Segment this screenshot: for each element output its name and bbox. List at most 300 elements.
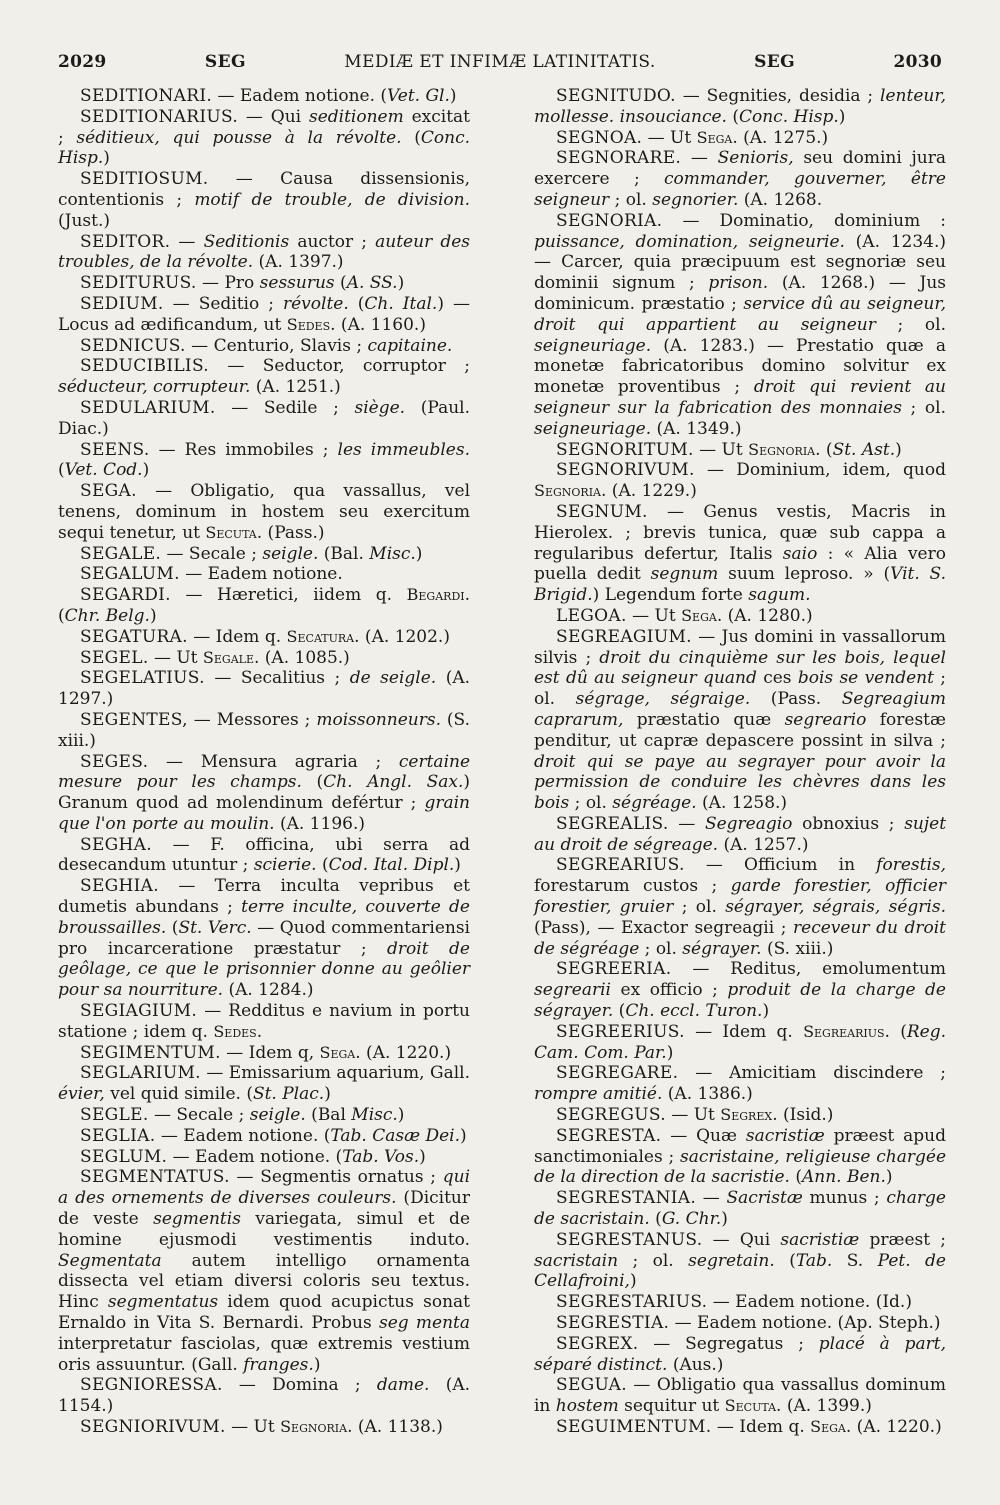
- entry-headword: SEGIMENTUM.: [80, 1042, 221, 1063]
- entry-italic-text: seigle.: [249, 1105, 306, 1126]
- entry-italic-text: évier,: [58, 1084, 105, 1105]
- dictionary-entry: [58, 1375, 470, 1417]
- entry-headword: SEGMENTATUS.: [80, 1167, 230, 1188]
- entry-headword: SEENS.: [80, 439, 150, 460]
- entry-text: : « Alia vero puella dedit: [534, 543, 946, 585]
- entry-italic-text: Seditionis: [203, 231, 290, 252]
- entry-italic-text: révolte.: [283, 293, 349, 314]
- entry-headword: SEGNIORESSA.: [80, 1375, 223, 1396]
- entry-text: — Dominium, idem, quod: [706, 460, 946, 481]
- page-number-right: 2030: [893, 52, 942, 72]
- dictionary-entry: [534, 1063, 946, 1105]
- entry-italic-text: service dû au seigneur, droit qui appartient au seigneur: [534, 293, 946, 335]
- entry-italic-text: Chr. Belg.: [64, 605, 150, 626]
- dictionary-entry: [58, 294, 470, 336]
- entry-text: .: [256, 1021, 263, 1042]
- entry-italic-text: sagum.: [748, 585, 811, 606]
- entry-text: ; ol.: [875, 314, 946, 335]
- entry-text: ; ol.: [673, 897, 726, 918]
- entry-text: — Hæretici, iidem q.: [185, 585, 407, 606]
- entry-text: — Ut: [153, 647, 203, 668]
- entry-text: vel quid simile. (: [104, 1084, 253, 1105]
- dictionary-entry: [58, 1001, 470, 1043]
- dictionary-entry: [534, 1022, 946, 1064]
- entry-italic-text: sessurus: [259, 273, 335, 294]
- entry-cross-reference: Segnoria: [534, 481, 601, 501]
- dictionary-entry: [534, 627, 946, 814]
- entry-italic-text: sacristaine, religieuse chargée de la direction de la sacristie.: [534, 1146, 946, 1188]
- entry-text: autem intelligo ornamenta dissecta vel etiam diversi coloris seu textus. Hinc: [58, 1250, 470, 1313]
- entry-text: (S. xiii.): [761, 938, 834, 959]
- entry-text: ): [149, 605, 157, 626]
- entry-text: ; ol.: [609, 189, 653, 210]
- entry-text: ; ol.: [569, 793, 613, 814]
- entry-italic-text: Vet. Cod.: [64, 460, 143, 481]
- entry-cross-reference: Secuta: [205, 522, 257, 542]
- page-header: [58, 52, 942, 72]
- entry-text: — Obligatio, qua vassallus, vel tenens, dominum in hostem seu exercitum sequi tenetur, ut: [58, 481, 471, 543]
- entry-text: (: [301, 772, 324, 793]
- entry-text: ): [460, 1125, 467, 1146]
- dictionary-entry: [534, 460, 946, 502]
- entry-text: (: [789, 1167, 802, 1188]
- entry-text: — Eadem notione. (: [172, 1146, 343, 1167]
- entry-text: ): [397, 273, 405, 294]
- dictionary-entry: [534, 211, 946, 440]
- entry-headword: SEDITOR.: [80, 231, 171, 252]
- entry-text: . (A. 1275.): [732, 127, 829, 148]
- entry-italic-text: capitaine.: [367, 335, 453, 356]
- entry-text: — Segmentis ornatus ;: [236, 1167, 443, 1188]
- entry-text: — Jus domini in vassallorum silvis ;: [534, 626, 947, 668]
- dictionary-entry: [58, 1167, 470, 1375]
- entry-italic-text: receveur du droit de ségréage: [534, 917, 946, 959]
- entry-headword: SEGNOA.: [556, 127, 643, 148]
- entry-italic-text: St. Verc.: [178, 917, 252, 938]
- entry-text: ): [419, 1146, 426, 1167]
- entry-italic-text: segmentatus: [107, 1292, 219, 1313]
- entry-headword: SEGUA.: [556, 1375, 627, 1396]
- entry-text: ): [666, 1042, 674, 1063]
- entry-italic-text: puissance, domination, seigneurie.: [534, 231, 845, 252]
- dictionary-entry: [534, 1188, 946, 1230]
- entry-text: — Idem q.: [193, 626, 287, 647]
- entry-text: (Paul. Diac.): [58, 397, 471, 439]
- dictionary-entry: [534, 1375, 946, 1417]
- entry-italic-text: bois se vendent: [797, 668, 934, 689]
- entry-text: (: [166, 917, 179, 938]
- entry-text: ): [454, 855, 461, 876]
- entry-italic-text: Senioris,: [717, 148, 794, 169]
- dictionary-entry: [58, 169, 470, 231]
- dictionary-entry: [534, 959, 946, 1021]
- entry-text: —: [702, 1188, 727, 1209]
- entry-cross-reference: Segale: [202, 647, 254, 667]
- entry-headword: SEGRESTANUS.: [556, 1229, 703, 1250]
- entry-text: — Genus vestis, Macris in Hierolex. ; brevis tunica, quæ sub cappa a regularibus defertur, Italis: [534, 501, 946, 564]
- entry-text: ): [397, 1105, 405, 1126]
- entry-text: . (A. 1280.): [716, 605, 813, 626]
- entry-text: ): [313, 1354, 321, 1375]
- entry-text: præest apud sanctimoniales ;: [534, 1125, 947, 1167]
- entry-italic-text: G. Chr.: [661, 1209, 722, 1230]
- entry-text: ) Legendum forte: [592, 585, 749, 606]
- dictionary-entry: [534, 148, 946, 210]
- entry-text: — Eadem notione. (: [217, 86, 388, 106]
- entry-headword: SEGALUM.: [80, 564, 180, 585]
- entry-text: . (A. 1160.): [330, 314, 426, 335]
- entry-headword: SEDNICUS.: [80, 335, 186, 356]
- entry-text: — Sedile ;: [231, 397, 355, 418]
- dictionary-entry: [58, 1147, 470, 1168]
- entry-text: (: [774, 1250, 796, 1271]
- entry-text: ; ol.: [901, 397, 946, 418]
- entry-headword: LEGOA.: [556, 605, 627, 626]
- entry-italic-text: segnorier.: [652, 189, 739, 210]
- entry-text: — Eadem notione. (Ap. Steph.): [674, 1313, 941, 1334]
- entry-headword: SEGATURA.: [80, 626, 188, 647]
- entry-headword: SEGNITUDO.: [556, 86, 676, 106]
- entry-text: — Seductor, corruptor ;: [227, 356, 471, 377]
- entry-text: . (A. 1399.): [776, 1396, 872, 1417]
- entry-italic-text: moissonneurs.: [316, 709, 441, 730]
- entry-text: (A. 1251.): [250, 377, 341, 398]
- entry-headword: SEDIUM.: [80, 293, 164, 314]
- entry-italic-text: droit du cinquième sur les bois, lequel est dû au seigneur quand: [534, 647, 946, 689]
- entry-text: (A. 1154.): [58, 1375, 471, 1417]
- entry-text: — Officium in: [705, 855, 877, 876]
- entry-italic-text: Ann. Ben.: [801, 1167, 886, 1188]
- entry-italic-text: Ch. Ital.: [364, 293, 438, 314]
- entry-cross-reference: Segrearius: [803, 1021, 885, 1041]
- entry-headword: SEGLUM.: [80, 1146, 168, 1167]
- entry-text: (: [334, 273, 347, 294]
- entry-text: (A. 1284.): [223, 980, 314, 1001]
- entry-text: (S. xiii.): [58, 709, 470, 751]
- entry-headword: SEGHIA.: [80, 876, 159, 897]
- entry-italic-text: ségrayer.: [682, 938, 762, 959]
- entry-italic-text: rompre amitié.: [534, 1084, 663, 1105]
- entry-cross-reference: Segrex: [720, 1105, 773, 1125]
- entry-italic-text: forestis,: [876, 855, 947, 876]
- dictionary-entry: [58, 835, 470, 877]
- entry-text: ): [762, 1001, 770, 1022]
- entry-italic-text: grain que l'on porte au moulin.: [58, 793, 470, 834]
- entry-text: . (A. 1229.): [601, 481, 697, 502]
- entry-italic-text: qui a des ornements de diverses couleurs.: [58, 1167, 471, 1209]
- dictionary-entry: [58, 752, 470, 835]
- entry-text: ces: [756, 668, 798, 689]
- entry-text: — Eadem notione.: [185, 564, 343, 585]
- entry-text: idem quod acupictus sonat Ernaldo in Vita S. Bernardi. Probus: [58, 1292, 470, 1334]
- entry-text: . (: [884, 1021, 907, 1042]
- entry-cross-reference: Begardi: [406, 585, 465, 605]
- entry-text: (Pass), — Exactor segreagii ;: [534, 917, 794, 938]
- entry-text: ): [142, 460, 150, 481]
- entry-italic-text: saio: [782, 543, 818, 564]
- entry-text: ) Granum quod ad molendinum defértur ;: [58, 772, 471, 814]
- entry-text: — Domina ;: [238, 1375, 377, 1396]
- entry-text: — Causa dissensionis, contentionis ;: [58, 169, 470, 210]
- entry-italic-text: de seigle.: [349, 668, 437, 689]
- entry-text: (Pass.: [750, 689, 842, 710]
- entry-headword: SEGARDI.: [80, 585, 171, 606]
- entry-cross-reference: Secuta: [724, 1396, 777, 1416]
- entry-text: (A. 1268.: [738, 189, 823, 210]
- entry-text: ): [449, 86, 457, 106]
- entry-text: — Seditio ;: [172, 293, 283, 314]
- entry-italic-text: Cod. Ital. Dipl.: [328, 855, 455, 876]
- dictionary-entry: [534, 606, 946, 627]
- entry-headword: SEGNORARE.: [556, 148, 682, 169]
- entry-headword: SEGLE.: [80, 1105, 149, 1126]
- entry-text: — Ut: [647, 127, 697, 148]
- dictionary-entry: [58, 544, 470, 565]
- entry-headword: SEGRESTIA.: [556, 1313, 670, 1334]
- entry-text: ; ol.: [639, 938, 683, 959]
- page-number-left: 2029: [58, 52, 107, 72]
- entry-italic-text: seigneuriage.: [534, 335, 652, 356]
- entry-text: — Ut: [699, 439, 749, 460]
- dictionary-entry: [58, 668, 470, 710]
- entry-text: (Dicitur de veste: [58, 1188, 470, 1230]
- entry-italic-text: droit qui se paye au segrayer pour avoir la permission de conduire les chèvres dans les bois: [534, 751, 946, 814]
- entry-text: — Reditus, emolumentum: [692, 959, 946, 980]
- entry-cross-reference: Segnoria: [748, 439, 816, 459]
- entry-headword: SEDITURUS.: [80, 273, 197, 294]
- entry-italic-text: franges.: [243, 1354, 314, 1375]
- entry-text: — Emissarium aquarium, Gall.: [206, 1063, 471, 1084]
- entry-text: — Res immobiles ;: [158, 439, 338, 460]
- entry-headword: SEGRESTA.: [556, 1125, 662, 1146]
- dictionary-entry: [58, 232, 470, 274]
- entry-italic-text: ségréage.: [612, 793, 697, 814]
- dictionary-entry: [534, 1126, 946, 1188]
- entry-text: (A. 1234.) — Carcer, quia præcipuum est segnoriæ seu dominii signum ;: [534, 231, 946, 294]
- dictionary-entry: [58, 398, 470, 440]
- dictionary-entry: [58, 1063, 470, 1105]
- entry-text: ): [885, 1167, 893, 1188]
- dictionary-entry: [58, 1105, 470, 1126]
- dictionary-entry: [58, 585, 470, 627]
- entry-headword: SEGREGARE.: [556, 1063, 679, 1084]
- entry-text: ): [103, 148, 110, 169]
- entry-text: — Secale ;: [166, 543, 263, 564]
- entry-headword: SEGEL.: [80, 647, 149, 668]
- entry-headword: SEGHA.: [80, 834, 152, 855]
- entry-italic-text: placé à part, séparé distinct.: [534, 1333, 946, 1375]
- entry-text: obnoxius ;: [792, 813, 905, 834]
- entry-italic-text: segrearii: [534, 980, 611, 1001]
- entry-headword: SEGREX.: [556, 1333, 639, 1354]
- entry-text: — Idem q,: [226, 1042, 320, 1063]
- entry-headword: SEGLARIUM.: [80, 1063, 201, 1084]
- entry-text: . (A. 1202.): [354, 626, 450, 647]
- entry-italic-text: hostem: [555, 1396, 619, 1417]
- entry-headword: SEGREARIUS.: [556, 855, 685, 876]
- entry-italic-text: droit qui revient au seigneur sur la fabrication des monnaies: [534, 377, 946, 418]
- dictionary-entry: [534, 1230, 946, 1292]
- entry-text: sequitur ut: [618, 1396, 725, 1417]
- entry-text: (: [316, 855, 329, 876]
- entry-text: — Qui: [245, 106, 309, 127]
- dictionary-entry: [58, 336, 470, 357]
- dictionary-entry: [58, 107, 470, 169]
- entry-cross-reference: Sega: [681, 605, 717, 625]
- entry-headword: SEGES.: [80, 751, 149, 772]
- entry-text: (A. 1349.): [651, 418, 742, 439]
- entry-italic-text: segmentis: [153, 1209, 241, 1230]
- entry-text: variegata, simul et de homine ejusmodi vestimentis induto.: [58, 1209, 471, 1250]
- entry-headword: SEGENTES,: [80, 709, 188, 730]
- entry-italic-text: segnum: [650, 564, 719, 585]
- entry-text: ): [895, 439, 902, 460]
- entry-headword: SEDULARIUM.: [80, 397, 216, 418]
- entry-text: (A. 1386.): [662, 1084, 753, 1105]
- entry-headword: SEGRESTARIUS.: [556, 1292, 708, 1313]
- entry-text: — Secale ;: [153, 1105, 250, 1126]
- entry-italic-text: seigle.: [262, 543, 319, 564]
- entry-text: suum leproso. » (: [718, 564, 891, 585]
- entry-text: —: [690, 148, 718, 169]
- entry-italic-text: segretain.: [688, 1250, 775, 1271]
- dictionary-entry: [534, 814, 946, 856]
- entry-headword: SEGELATIUS.: [80, 668, 205, 689]
- entry-text: . (A. 1220.): [355, 1042, 452, 1063]
- entry-italic-text: Segmentata: [58, 1250, 162, 1271]
- entry-headword: SEGNORITUM.: [556, 439, 694, 460]
- entry-italic-text: sacristiæ: [780, 1229, 860, 1250]
- entry-italic-text: charge de sacristain.: [534, 1188, 946, 1230]
- entry-italic-text: Segreagium caprarum,: [534, 689, 946, 730]
- entry-headword: SEGA.: [80, 481, 137, 502]
- dictionary-entry: [534, 502, 946, 606]
- entry-text: — Quod commentariensi pro incarceratione præstatur ;: [58, 917, 470, 959]
- entry-text: (: [58, 460, 65, 481]
- dictionary-entry: [58, 648, 470, 669]
- entry-italic-text: ségrage, ségraige.: [575, 689, 751, 710]
- entry-text: — Segnities, desidia ;: [682, 86, 881, 106]
- entry-italic-text: Tab. Vos.: [342, 1146, 420, 1167]
- entry-italic-text: lenteur, mollesse. insouciance.: [534, 86, 946, 127]
- entry-italic-text: Ch. Angl. Sax.: [323, 772, 464, 793]
- dictionary-entry: [58, 1126, 470, 1147]
- entry-text: — Segregatus ;: [653, 1333, 819, 1354]
- entry-cross-reference: Sedes: [213, 1021, 257, 1041]
- entry-text: auctor ;: [289, 231, 376, 252]
- entry-italic-text: certaine mesure pour les champs.: [58, 751, 471, 793]
- entry-text: — Quæ: [670, 1125, 746, 1146]
- entry-text: . (: [815, 439, 833, 460]
- entry-italic-text: dame.: [376, 1375, 430, 1396]
- dictionary-entry: [534, 1313, 946, 1334]
- entry-italic-text: segreario: [784, 709, 867, 730]
- entry-text: (A. 1297.): [58, 668, 471, 710]
- entry-text: — Redditus e navium in portu statione ; idem q.: [58, 1001, 471, 1042]
- entry-text: munus ;: [802, 1188, 887, 1209]
- entry-text: excitat ;: [58, 106, 470, 148]
- entry-text: (Just.): [58, 210, 110, 231]
- entry-text: — Obligatio qua vassallus dominum in: [534, 1375, 946, 1417]
- running-title: MEDIÆ ET INFIMÆ LATINITATIS.: [344, 52, 656, 72]
- entry-headword: SEGREALIS.: [556, 813, 669, 834]
- entry-italic-text: sacristain: [534, 1250, 619, 1271]
- entry-cross-reference: Sedes: [286, 314, 331, 334]
- entry-text: — Secalitius ;: [214, 668, 350, 689]
- entry-italic-text: les immeubles.: [337, 439, 470, 460]
- entry-text: ): [324, 1084, 331, 1105]
- entry-text: ): [415, 543, 423, 564]
- dictionary-entry: [58, 710, 470, 752]
- entry-text: forestarum custos ;: [534, 876, 731, 897]
- entry-text: . (Pass.): [256, 522, 325, 543]
- entry-text: (Bal.: [318, 543, 370, 564]
- entry-text: . (A. 1085.): [253, 647, 350, 668]
- entry-italic-text: Vit. S. Brigid.: [534, 564, 946, 606]
- entry-text: — Centurio, Slavis ;: [191, 335, 368, 356]
- entry-text: S.: [832, 1250, 878, 1271]
- entry-headword: SEGNORIVUM.: [556, 460, 695, 481]
- entry-italic-text: seditionem: [308, 106, 404, 127]
- entry-text: — Pro: [202, 273, 260, 294]
- entry-text: (A. 1196.): [274, 813, 365, 834]
- entry-italic-text: St. Plac.: [252, 1084, 325, 1105]
- dictionary-entry: [58, 481, 470, 543]
- entry-text: (: [726, 106, 739, 127]
- entry-text: ) — Locus ad ædificandum, ut: [58, 293, 470, 335]
- dictionary-entry: [58, 440, 470, 482]
- running-head-left: SEG: [204, 52, 246, 72]
- entry-text: — Ut: [632, 605, 682, 626]
- dictionary-entry: [58, 627, 470, 648]
- entry-text: — Messores ;: [193, 709, 317, 730]
- entry-text: ex officio ;: [611, 980, 728, 1001]
- entry-text: (: [401, 127, 421, 148]
- entry-italic-text: sacristiæ: [745, 1125, 825, 1146]
- entry-text: — F. officina, ubi serra ad desecandum utuntur ;: [58, 834, 470, 876]
- dictionary-entry: [534, 1417, 946, 1438]
- entry-text: — Terra inculta vepribus et dumetis abundans ;: [58, 876, 471, 918]
- entry-italic-text: St. Ast.: [832, 439, 896, 460]
- entry-text: . (: [58, 585, 471, 626]
- entry-text: ; ol.: [534, 668, 946, 710]
- entry-italic-text: terre inculte, couverte de broussailles.: [58, 897, 470, 938]
- entry-italic-text: prison.: [708, 273, 769, 294]
- entry-cross-reference: Sega: [810, 1417, 846, 1436]
- entry-text: (A. 1268.) — Jus dominicum. præstatio ;: [534, 273, 947, 314]
- entry-text: — Dominatio, dominium :: [682, 210, 947, 231]
- dictionary-entry: [534, 440, 946, 461]
- entry-text: — Mensura agraria ;: [166, 751, 399, 772]
- entry-headword: SEGNIORIVUM.: [80, 1417, 226, 1437]
- entry-text: ): [721, 1209, 728, 1230]
- entry-italic-text: Pet. de Cellafroini,: [534, 1250, 946, 1292]
- entry-text: seu domini jura exercere ;: [534, 148, 947, 190]
- running-head-right: SEG: [754, 52, 796, 72]
- entry-text: — Ut: [671, 1105, 721, 1126]
- entry-text: (Bal: [305, 1105, 352, 1126]
- entry-cross-reference: Sega: [319, 1042, 356, 1062]
- entry-italic-text: ségrayer, ségrais, ségris.: [725, 897, 946, 918]
- entry-text: . (Isid.): [772, 1105, 834, 1126]
- dictionary-entry: [58, 1417, 470, 1438]
- entry-headword: SEGNUM.: [556, 501, 648, 522]
- entry-text: præest ;: [859, 1229, 947, 1250]
- entry-headword: SEDITIOSUM.: [80, 169, 209, 190]
- entry-italic-text: garde forestier, officier forestier, gruier: [534, 876, 947, 918]
- text-columns: [58, 86, 946, 1438]
- entry-cross-reference: Sega: [696, 127, 733, 147]
